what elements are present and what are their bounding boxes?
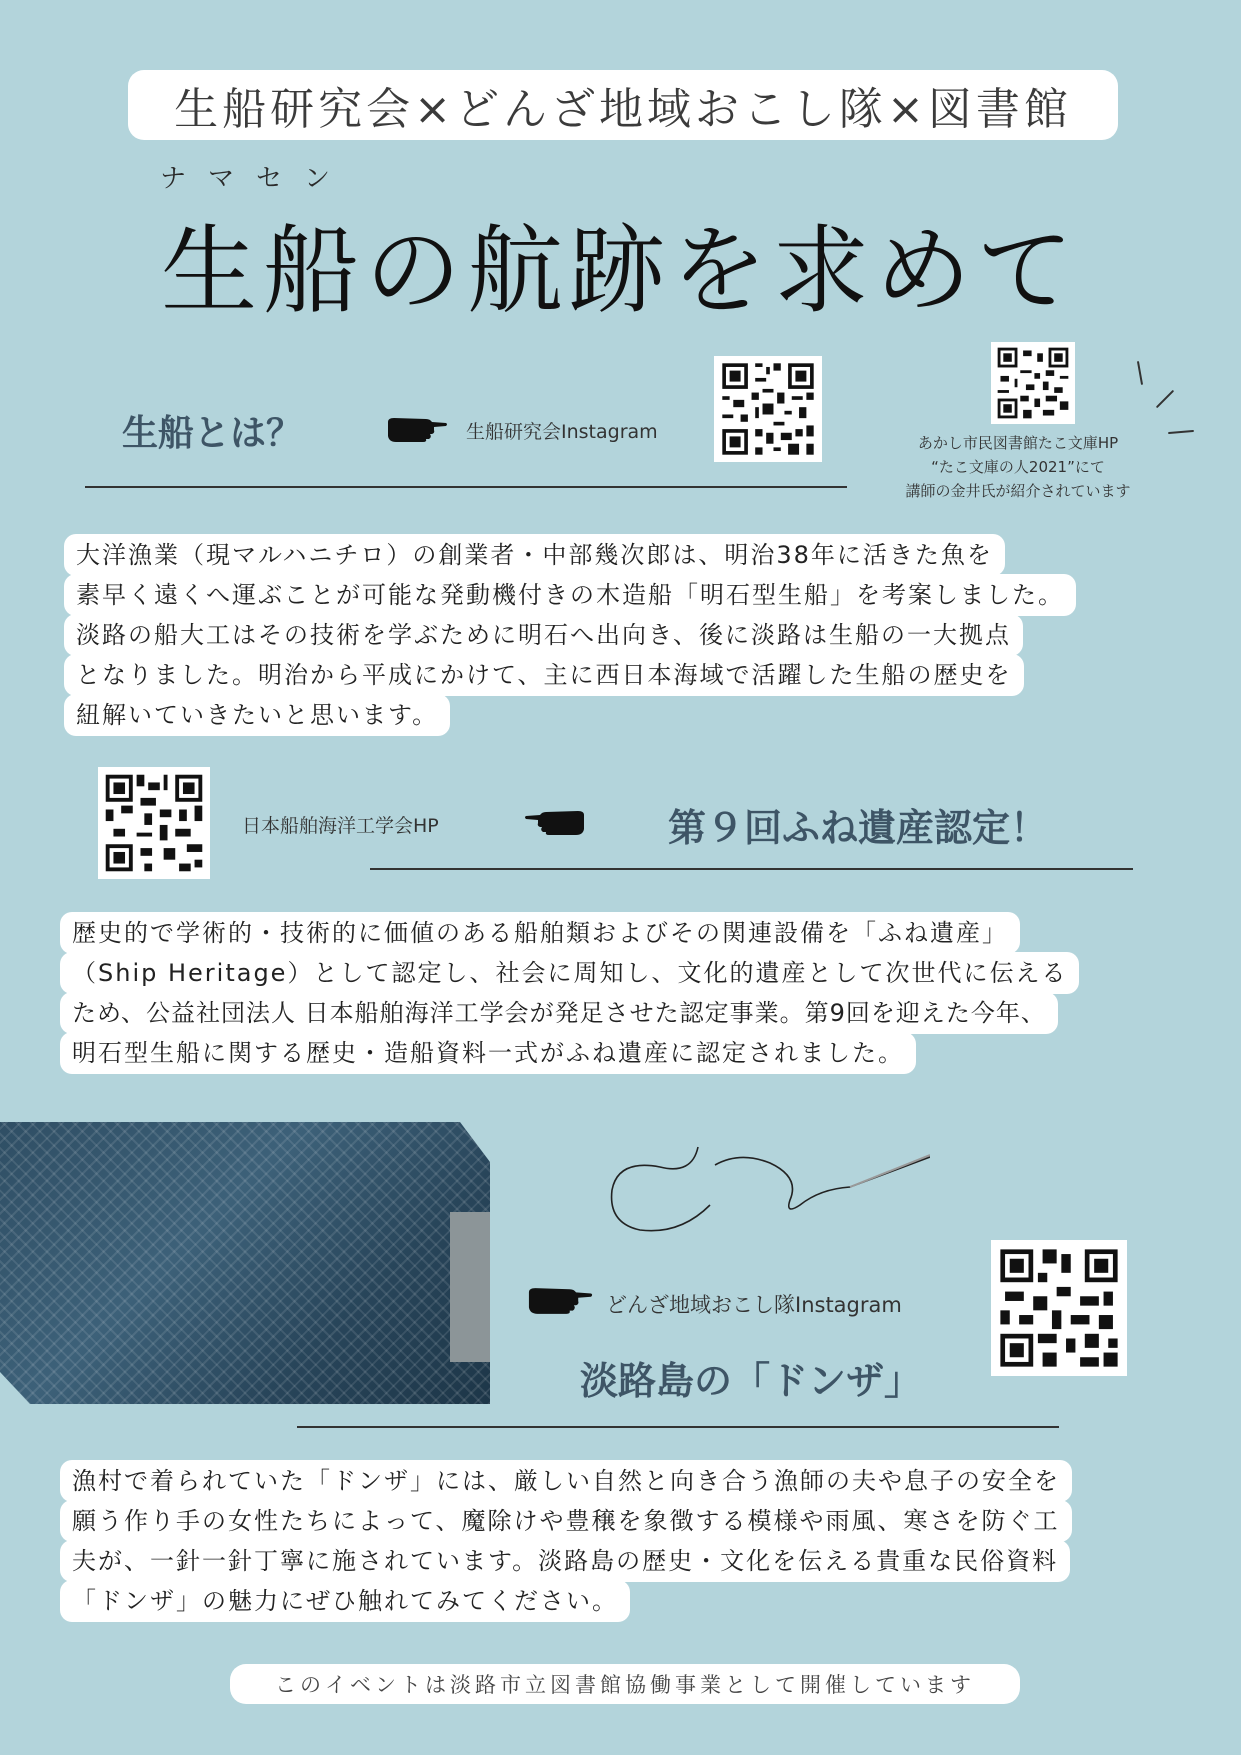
section3-divider bbox=[297, 1426, 1059, 1428]
section3-paragraph bbox=[60, 1460, 1210, 1620]
section1-heading: 生船とは？ bbox=[122, 412, 303, 454]
qr-code-tako-bunko[interactable] bbox=[991, 342, 1075, 424]
section2-heading: 第９回ふね遺産認定！ bbox=[668, 805, 1049, 850]
qr-code-instagram-namasen[interactable] bbox=[714, 356, 822, 462]
section1-divider bbox=[85, 486, 847, 488]
paragraph-line: 漁村で着られていた「ドンザ」には、厳しい自然と向き合う漁師の夫や息子の安全を bbox=[60, 1460, 1072, 1502]
paragraph-line: 紐解いていきたいと思います。 bbox=[64, 694, 450, 736]
section1-paragraph bbox=[64, 534, 1184, 734]
paragraph-line: 夫が、一針一針丁寧に施されています。淡路島の歴史・文化を伝える貴重な民俗資料 bbox=[60, 1540, 1070, 1582]
paragraph-line: となりました。明治から平成にかけて、主に西日本海域で活躍した生船の歴史を bbox=[64, 654, 1024, 696]
pointing-hand-icon bbox=[386, 416, 448, 444]
caption-line: あかし市民図書館たこ文庫HP bbox=[917, 434, 1119, 452]
pointing-hand-icon bbox=[524, 809, 586, 837]
paragraph-line: 明石型生船に関する歴史・造船資料一式がふね遺産に認定されました。 bbox=[60, 1032, 916, 1074]
section2-divider bbox=[370, 868, 1133, 870]
title-ruby: ナマセン bbox=[160, 164, 353, 194]
paragraph-line: 大洋漁業（現マルハニチロ）の創業者・中部幾次郎は、明治38年に活きた魚を bbox=[64, 534, 1005, 576]
paragraph-line: 素早く遠くへ運ぶことが可能な発動機付きの木造船「明石型生船」を考案しました。 bbox=[64, 574, 1076, 616]
paragraph-line: 「ドンザ」の魅力にぜひ触れてみてください。 bbox=[60, 1580, 630, 1622]
section3-heading: 淡路島の「ドンザ」 bbox=[580, 1358, 923, 1403]
section1-qr-label: 生船研究会Instagram bbox=[466, 421, 658, 443]
qr-code-donza-instagram[interactable] bbox=[991, 1240, 1127, 1376]
organizers-text: 生船研究会×どんざ地域おこし隊×図書館 bbox=[174, 84, 1072, 135]
paragraph-line: 願う作り手の女性たちによって、魔除けや豊穣を象徴する模様や雨風、寒さを防ぐ工 bbox=[60, 1500, 1072, 1542]
section2-qr-label: 日本船舶海洋工学会HP bbox=[242, 815, 439, 837]
paragraph-line: （Ship Heritage）として認定し、社会に周知し、文化的遺産として次世代に伝える bbox=[60, 952, 1079, 994]
qr-code-jasnaoe[interactable] bbox=[98, 767, 210, 879]
section3-qr-label: どんざ地域おこし隊Instagram bbox=[606, 1293, 902, 1317]
accent-line bbox=[1156, 390, 1174, 408]
donza-garment-photo bbox=[0, 1122, 490, 1404]
paragraph-line: ため、公益社団法人 日本船舶海洋工学会が発足させた認定事業。第9回を迎えた今年、 bbox=[60, 992, 1058, 1034]
pointing-hand-icon bbox=[526, 1286, 594, 1316]
paragraph-line: 歴史的で学術的・技術的に価値のある船舶類およびその関連設備を「ふね遺産」 bbox=[60, 912, 1020, 954]
organizers-banner bbox=[128, 70, 1118, 140]
footer-text: このイベントは淡路市立図書館協働事業として開催しています bbox=[275, 1673, 975, 1697]
caption-line: “たこ文庫の人2021”にて bbox=[931, 458, 1105, 476]
section2-paragraph bbox=[60, 912, 1210, 1072]
needle-thread-illustration bbox=[600, 1145, 930, 1235]
page-title: 生船の航跡を求めて bbox=[161, 215, 1079, 327]
tako-bunko-caption bbox=[878, 431, 1158, 503]
caption-line: 講師の金井氏が紹介されています bbox=[905, 482, 1131, 500]
paragraph-line: 淡路の船大工はその技術を学ぶために明石へ出向き、後に淡路は生船の一大拠点 bbox=[64, 614, 1023, 656]
accent-line bbox=[1137, 361, 1143, 385]
footer-banner bbox=[230, 1664, 1020, 1704]
accent-line bbox=[1168, 430, 1194, 434]
photo-background bbox=[450, 1212, 490, 1362]
